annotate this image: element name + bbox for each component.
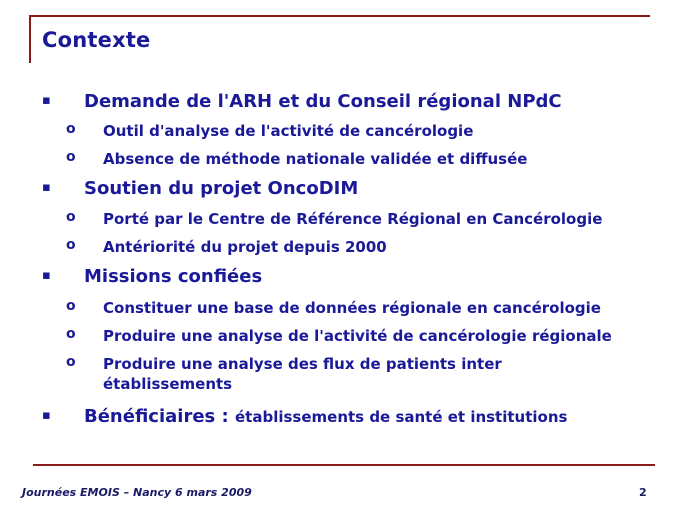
circle-bullet-icon: o: [66, 149, 76, 165]
square-bullet-icon: ▪: [42, 268, 51, 283]
square-bullet-icon: ▪: [42, 408, 51, 423]
section-4-line: [84, 406, 567, 427]
section-4-suffix: établissements de santé et institutions: [235, 408, 568, 426]
footer-event: Journées EMOIS – Nancy 6 mars 2009: [22, 486, 252, 499]
sub-item-text: Absence de méthode nationale validée et diffusée: [103, 150, 528, 168]
circle-bullet-icon: o: [66, 326, 76, 342]
section-2-label: Soutien du projet OncoDIM: [84, 178, 359, 199]
sub-item-text: Constituer une base de données régionale en cancérologie: [103, 299, 601, 317]
square-bullet-icon: ▪: [42, 180, 51, 195]
circle-bullet-icon: o: [66, 354, 76, 370]
sub-item-text: Outil d'analyse de l'activité de cancérologie: [103, 122, 474, 140]
section-3-label: Missions confiées: [84, 266, 263, 287]
circle-bullet-icon: o: [66, 209, 76, 225]
sub-item-text: Produire une analyse de l'activité de cancérologie régionale: [103, 327, 612, 345]
title-left-rule: [29, 15, 31, 63]
title-top-rule: [29, 15, 650, 17]
square-bullet-icon: ▪: [42, 93, 51, 108]
circle-bullet-icon: o: [66, 298, 76, 314]
footer-rule: [33, 464, 655, 466]
circle-bullet-icon: o: [66, 237, 76, 253]
sub-item-text: Porté par le Centre de Référence Régional en Cancérologie: [103, 210, 603, 228]
slide-title: Contexte: [42, 28, 151, 52]
section-4-label: Bénéficiaires :: [84, 406, 229, 427]
sub-item-text: Produire une analyse des flux de patients inter établissements: [103, 355, 502, 393]
section-1-label: Demande de l'ARH et du Conseil régional NPdC: [84, 91, 562, 112]
sub-item-text: Antériorité du projet depuis 2000: [103, 238, 387, 256]
page-number: 2: [639, 486, 647, 499]
circle-bullet-icon: o: [66, 121, 76, 137]
